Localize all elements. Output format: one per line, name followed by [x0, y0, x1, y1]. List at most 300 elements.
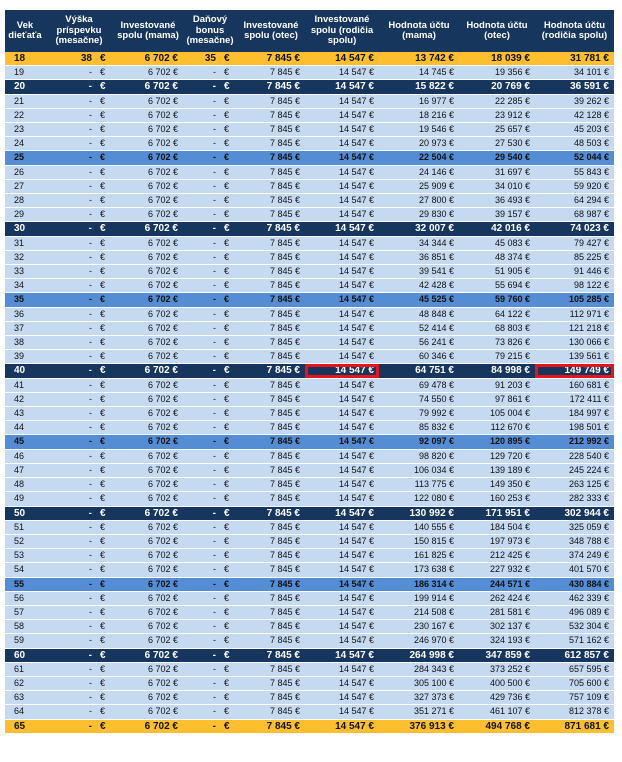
cell-tax-bonus-unit: €	[224, 450, 230, 461]
cell-age: 24	[5, 137, 45, 151]
cell-invested-mama: 6 702 €	[113, 591, 183, 605]
cell-contribution-unit: €	[100, 280, 106, 291]
cell-value-mama: 214 508 €	[379, 605, 459, 619]
cell-value-total: 401 570 €	[535, 563, 614, 577]
cell-value-mama: 327 373 €	[379, 691, 459, 705]
cell-value-total: 198 501 €	[535, 421, 614, 435]
cell-contribution	[45, 94, 113, 108]
cell-tax-bonus	[183, 137, 237, 151]
cell-invested-otec: 7 845 €	[237, 321, 305, 335]
cell-contribution-unit: €	[100, 209, 106, 220]
cell-contribution	[45, 208, 113, 222]
cell-tax-bonus-unit: €	[224, 138, 230, 149]
cell-contribution-value: -	[89, 166, 92, 177]
cell-value-mama: 85 832 €	[379, 421, 459, 435]
cell-invested-mama: 6 702 €	[113, 123, 183, 137]
cell-contribution-unit: €	[100, 464, 106, 475]
cell-tax-bonus-value: -	[213, 195, 216, 206]
cell-contribution-unit: €	[100, 237, 106, 248]
cell-tax-bonus-value: -	[212, 720, 216, 732]
cell-value-mama: 69 478 €	[379, 378, 459, 392]
cell-value-otec: 160 253 €	[459, 492, 535, 506]
cell-tax-bonus	[183, 378, 237, 392]
cell-tax-bonus-value: -	[212, 649, 216, 661]
cell-age: 48	[5, 478, 45, 492]
cell-invested-mama: 6 702 €	[113, 364, 183, 378]
cell-value-mama: 32 007 €	[379, 222, 459, 236]
table-row	[5, 208, 614, 222]
cell-invested-mama: 6 702 €	[113, 549, 183, 563]
cell-value-otec: 27 530 €	[459, 137, 535, 151]
table-header	[5, 10, 614, 52]
cell-age: 56	[5, 591, 45, 605]
cell-tax-bonus-unit: €	[224, 308, 230, 319]
cell-tax-bonus-unit: €	[224, 365, 230, 377]
cell-contribution	[45, 236, 113, 250]
cell-value-otec: 59 760 €	[459, 293, 535, 307]
cell-age: 54	[5, 563, 45, 577]
table-row	[5, 591, 614, 605]
cell-contribution-unit: €	[100, 379, 106, 390]
cell-value-total: 430 884 €	[535, 577, 614, 591]
cell-invested-total: 14 547 €	[305, 676, 379, 690]
cell-age: 64	[5, 705, 45, 719]
cell-tax-bonus	[183, 236, 237, 250]
cell-tax-bonus-value: -	[213, 621, 216, 632]
cell-value-total: 462 339 €	[535, 591, 614, 605]
cell-invested-mama: 6 702 €	[113, 293, 183, 307]
cell-value-mama: 92 097 €	[379, 435, 459, 449]
cell-contribution-value: -	[89, 606, 92, 617]
cell-invested-otec: 7 845 €	[237, 194, 305, 208]
cell-value-otec: 64 122 €	[459, 307, 535, 321]
cell-contribution-unit: €	[100, 535, 106, 546]
cell-contribution-unit: €	[100, 578, 106, 589]
cell-age: 21	[5, 94, 45, 108]
cell-contribution-value: -	[89, 351, 92, 362]
cell-tax-bonus-value: -	[213, 408, 216, 419]
cell-tax-bonus-unit: €	[224, 251, 230, 262]
table-row	[5, 378, 614, 392]
cell-tax-bonus-unit: €	[224, 351, 230, 362]
cell-value-total: 812 378 €	[535, 705, 614, 719]
cell-contribution-unit: €	[100, 422, 106, 433]
cell-value-mama: 113 775 €	[379, 478, 459, 492]
cell-contribution	[45, 293, 113, 307]
header-age: Vek dieťaťa	[5, 10, 45, 52]
cell-value-mama: 25 909 €	[379, 179, 459, 193]
cell-tax-bonus	[183, 66, 237, 80]
cell-invested-total: 14 547 €	[305, 705, 379, 719]
cell-tax-bonus-value: -	[213, 578, 216, 589]
cell-invested-otec: 7 845 €	[237, 449, 305, 463]
cell-invested-mama: 6 702 €	[113, 478, 183, 492]
cell-value-otec: 244 571 €	[459, 577, 535, 591]
cell-value-total: 42 128 €	[535, 108, 614, 122]
cell-value-total: 705 600 €	[535, 676, 614, 690]
cell-age: 57	[5, 605, 45, 619]
cell-value-otec: 79 215 €	[459, 350, 535, 364]
cell-value-otec: 171 951 €	[459, 506, 535, 520]
cell-tax-bonus-value: -	[213, 266, 216, 277]
cell-contribution-value: -	[89, 251, 92, 262]
cell-invested-total: 14 547 €	[305, 449, 379, 463]
cell-tax-bonus	[183, 407, 237, 421]
cell-value-mama: 305 100 €	[379, 676, 459, 690]
cell-invested-total: 14 547 €	[305, 307, 379, 321]
cell-tax-bonus	[183, 520, 237, 534]
cell-value-mama: 246 970 €	[379, 634, 459, 648]
cell-invested-mama: 6 702 €	[113, 648, 183, 662]
cell-invested-otec: 7 845 €	[237, 279, 305, 293]
cell-contribution	[45, 123, 113, 137]
cell-contribution-value: -	[89, 408, 92, 419]
cell-invested-total: 14 547 €	[305, 520, 379, 534]
cell-contribution-unit: €	[100, 550, 106, 561]
cell-invested-total: 14 547 €	[305, 108, 379, 122]
cell-tax-bonus-unit: €	[224, 479, 230, 490]
header-invested-otec: Investované spolu (otec)	[237, 10, 305, 52]
cell-value-mama: 42 428 €	[379, 279, 459, 293]
cell-contribution-unit: €	[100, 337, 106, 348]
cell-invested-otec: 7 845 €	[237, 66, 305, 80]
cell-value-otec: 400 500 €	[459, 676, 535, 690]
table-row	[5, 250, 614, 264]
cell-invested-mama: 6 702 €	[113, 634, 183, 648]
cell-invested-otec: 7 845 €	[237, 719, 305, 733]
cell-invested-total: 14 547 €	[305, 336, 379, 350]
cell-value-total: 130 066 €	[535, 336, 614, 350]
cell-contribution-unit: €	[100, 677, 106, 688]
table-row	[5, 392, 614, 406]
cell-tax-bonus	[183, 392, 237, 406]
cell-invested-total: 14 547 €	[305, 392, 379, 406]
header-contribution: Výška príspevku (mesačne)	[45, 10, 113, 52]
cell-invested-mama: 6 702 €	[113, 151, 183, 165]
cell-value-total: 374 249 €	[535, 549, 614, 563]
cell-tax-bonus-value: -	[213, 635, 216, 646]
cell-value-otec: 461 107 €	[459, 705, 535, 719]
cell-contribution-unit: €	[100, 180, 106, 191]
cell-tax-bonus	[183, 364, 237, 378]
cell-contribution-value: -	[89, 337, 92, 348]
cell-value-otec: 51 905 €	[459, 265, 535, 279]
cell-invested-mama: 6 702 €	[113, 463, 183, 477]
cell-value-mama: 19 546 €	[379, 123, 459, 137]
cell-invested-otec: 7 845 €	[237, 307, 305, 321]
cell-tax-bonus	[183, 620, 237, 634]
cell-value-otec: 97 861 €	[459, 392, 535, 406]
cell-tax-bonus-value: -	[213, 180, 216, 191]
header-value-mama: Hodnota účtu (mama)	[379, 10, 459, 52]
cell-value-total: 121 218 €	[535, 321, 614, 335]
cell-tax-bonus	[183, 478, 237, 492]
table-row	[5, 648, 614, 662]
table-row	[5, 449, 614, 463]
cell-contribution-unit: €	[100, 493, 106, 504]
table-row	[5, 80, 614, 94]
cell-value-mama: 15 822 €	[379, 80, 459, 94]
cell-tax-bonus-unit: €	[224, 606, 230, 617]
cell-contribution-unit: €	[100, 152, 106, 163]
cell-age: 37	[5, 321, 45, 335]
cell-contribution-value: -	[89, 464, 92, 475]
cell-contribution-value: -	[89, 379, 92, 390]
cell-tax-bonus-value: -	[212, 81, 216, 93]
cell-tax-bonus-unit: €	[224, 180, 230, 191]
cell-value-otec: 55 694 €	[459, 279, 535, 293]
cell-age: 35	[5, 293, 45, 307]
cell-invested-total-highlighted: 14 547 €	[305, 364, 379, 378]
cell-invested-otec: 7 845 €	[237, 492, 305, 506]
cell-value-mama: 64 751 €	[379, 364, 459, 378]
cell-invested-otec: 7 845 €	[237, 591, 305, 605]
cell-invested-otec: 7 845 €	[237, 676, 305, 690]
cell-contribution-value: -	[89, 322, 92, 333]
cell-value-mama: 18 216 €	[379, 108, 459, 122]
cell-contribution	[45, 435, 113, 449]
cell-invested-total: 14 547 €	[305, 577, 379, 591]
cell-invested-otec: 7 845 €	[237, 123, 305, 137]
table-row	[5, 151, 614, 165]
cell-contribution	[45, 392, 113, 406]
cell-contribution-unit: €	[100, 649, 106, 661]
cell-tax-bonus-value: -	[213, 464, 216, 475]
cell-value-otec: 149 350 €	[459, 478, 535, 492]
cell-contribution-value: -	[89, 663, 92, 674]
cell-value-total: 245 224 €	[535, 463, 614, 477]
cell-age: 46	[5, 449, 45, 463]
cell-invested-otec: 7 845 €	[237, 421, 305, 435]
cell-contribution-unit: €	[100, 663, 106, 674]
cell-tax-bonus-unit: €	[224, 379, 230, 390]
cell-tax-bonus-unit: €	[224, 223, 230, 235]
cell-tax-bonus-unit: €	[224, 621, 230, 632]
cell-contribution-unit: €	[100, 692, 106, 703]
cell-tax-bonus-unit: €	[224, 535, 230, 546]
cell-contribution	[45, 378, 113, 392]
cell-invested-otec: 7 845 €	[237, 94, 305, 108]
cell-tax-bonus-unit: €	[224, 592, 230, 603]
cell-contribution	[45, 350, 113, 364]
cell-age: 50	[5, 506, 45, 520]
cell-contribution-value: -	[89, 621, 92, 632]
cell-value-mama: 122 080 €	[379, 492, 459, 506]
cell-age: 63	[5, 691, 45, 705]
cell-tax-bonus-value: -	[213, 67, 216, 78]
cell-value-mama: 20 973 €	[379, 137, 459, 151]
cell-tax-bonus-unit: €	[224, 124, 230, 135]
cell-value-mama: 351 271 €	[379, 705, 459, 719]
cell-tax-bonus	[183, 80, 237, 94]
cell-invested-otec: 7 845 €	[237, 222, 305, 236]
cell-invested-total: 14 547 €	[305, 378, 379, 392]
cell-tax-bonus-unit: €	[224, 322, 230, 333]
cell-value-total: 79 427 €	[535, 236, 614, 250]
table-row	[5, 549, 614, 563]
cell-value-total: 757 109 €	[535, 691, 614, 705]
cell-value-mama: 173 638 €	[379, 563, 459, 577]
table-row	[5, 620, 614, 634]
cell-value-mama: 98 820 €	[379, 449, 459, 463]
cell-invested-mama: 6 702 €	[113, 577, 183, 591]
cell-invested-mama: 6 702 €	[113, 705, 183, 719]
cell-invested-mama: 6 702 €	[113, 378, 183, 392]
cell-invested-mama: 6 702 €	[113, 165, 183, 179]
cell-contribution-unit: €	[100, 393, 106, 404]
cell-contribution-value: -	[89, 237, 92, 248]
cell-tax-bonus-value: -	[213, 209, 216, 220]
cell-contribution	[45, 506, 113, 520]
cell-invested-otec: 7 845 €	[237, 662, 305, 676]
cell-value-mama: 150 815 €	[379, 534, 459, 548]
cell-invested-otec: 7 845 €	[237, 208, 305, 222]
cell-contribution-value: -	[89, 578, 92, 589]
cell-contribution	[45, 407, 113, 421]
cell-tax-bonus	[183, 421, 237, 435]
cell-invested-otec: 7 845 €	[237, 378, 305, 392]
cell-tax-bonus-value: -	[213, 677, 216, 688]
cell-age: 30	[5, 222, 45, 236]
cell-invested-otec: 7 845 €	[237, 620, 305, 634]
cell-invested-total: 14 547 €	[305, 321, 379, 335]
cell-contribution	[45, 662, 113, 676]
cell-contribution	[45, 108, 113, 122]
cell-tax-bonus	[183, 591, 237, 605]
cell-contribution-unit: €	[100, 592, 106, 603]
cell-contribution-unit: €	[100, 166, 106, 177]
cell-tax-bonus-value: -	[213, 450, 216, 461]
cell-value-total: 139 561 €	[535, 350, 614, 364]
cell-tax-bonus-unit: €	[224, 237, 230, 248]
cell-invested-mama: 6 702 €	[113, 265, 183, 279]
cell-value-total: 302 944 €	[535, 506, 614, 520]
cell-value-mama: 27 800 €	[379, 194, 459, 208]
cell-age: 28	[5, 194, 45, 208]
cell-contribution-value: -	[89, 95, 92, 106]
cell-invested-total: 14 547 €	[305, 691, 379, 705]
cell-tax-bonus-unit: €	[224, 166, 230, 177]
cell-invested-otec: 7 845 €	[237, 463, 305, 477]
cell-value-mama: 36 851 €	[379, 250, 459, 264]
cell-value-otec: 347 859 €	[459, 648, 535, 662]
cell-invested-otec: 7 845 €	[237, 549, 305, 563]
cell-value-otec: 281 581 €	[459, 605, 535, 619]
investment-table-container	[5, 10, 614, 734]
cell-tax-bonus-value: -	[212, 507, 216, 519]
cell-value-mama: 74 550 €	[379, 392, 459, 406]
cell-contribution	[45, 648, 113, 662]
cell-contribution-unit: €	[100, 138, 106, 149]
cell-age: 22	[5, 108, 45, 122]
cell-tax-bonus	[183, 435, 237, 449]
cell-invested-total: 14 547 €	[305, 279, 379, 293]
cell-contribution	[45, 520, 113, 534]
cell-contribution-value: -	[89, 195, 92, 206]
cell-value-mama: 140 555 €	[379, 520, 459, 534]
cell-tax-bonus-value: -	[213, 663, 216, 674]
cell-tax-bonus-unit: €	[224, 677, 230, 688]
cell-value-total: 45 203 €	[535, 123, 614, 137]
cell-tax-bonus	[183, 506, 237, 520]
cell-tax-bonus-value: -	[213, 706, 216, 717]
cell-value-total: 325 059 €	[535, 520, 614, 534]
table-row	[5, 719, 614, 733]
cell-contribution	[45, 534, 113, 548]
cell-invested-mama: 6 702 €	[113, 208, 183, 222]
cell-tax-bonus-value: -	[213, 251, 216, 262]
cell-contribution-unit: €	[100, 124, 106, 135]
cell-invested-total: 14 547 €	[305, 236, 379, 250]
cell-tax-bonus-value: -	[213, 237, 216, 248]
table-row	[5, 676, 614, 690]
cell-tax-bonus-unit: €	[224, 663, 230, 674]
cell-invested-total: 14 547 €	[305, 80, 379, 94]
cell-value-otec: 31 697 €	[459, 165, 535, 179]
cell-value-total: 612 857 €	[535, 648, 614, 662]
cell-contribution	[45, 634, 113, 648]
cell-tax-bonus-unit: €	[224, 493, 230, 504]
cell-tax-bonus-value: -	[213, 535, 216, 546]
cell-contribution-unit: €	[100, 436, 106, 447]
cell-tax-bonus	[183, 662, 237, 676]
cell-invested-total: 14 547 €	[305, 549, 379, 563]
cell-contribution-unit: €	[100, 564, 106, 575]
cell-invested-total: 14 547 €	[305, 492, 379, 506]
table-row	[5, 293, 614, 307]
cell-value-mama: 130 992 €	[379, 506, 459, 520]
cell-age: 59	[5, 634, 45, 648]
cell-age: 49	[5, 492, 45, 506]
cell-value-otec: 91 203 €	[459, 378, 535, 392]
cell-age: 33	[5, 265, 45, 279]
cell-contribution	[45, 549, 113, 563]
cell-tax-bonus-value: -	[213, 308, 216, 319]
cell-tax-bonus-unit: €	[224, 95, 230, 106]
cell-value-otec: 212 425 €	[459, 549, 535, 563]
cell-tax-bonus-unit: €	[224, 294, 230, 305]
cell-invested-total: 14 547 €	[305, 506, 379, 520]
cell-tax-bonus	[183, 279, 237, 293]
table-row	[5, 421, 614, 435]
table-row	[5, 520, 614, 534]
cell-value-mama: 79 992 €	[379, 407, 459, 421]
cell-value-otec: 197 973 €	[459, 534, 535, 548]
cell-invested-otec: 7 845 €	[237, 336, 305, 350]
cell-contribution	[45, 577, 113, 591]
cell-invested-total: 14 547 €	[305, 208, 379, 222]
cell-value-total: 871 681 €	[535, 719, 614, 733]
cell-value-mama: 161 825 €	[379, 549, 459, 563]
cell-tax-bonus	[183, 634, 237, 648]
cell-value-mama: 376 913 €	[379, 719, 459, 733]
table-row	[5, 123, 614, 137]
cell-age: 39	[5, 350, 45, 364]
cell-age: 44	[5, 421, 45, 435]
table-row	[5, 108, 614, 122]
table-row	[5, 137, 614, 151]
cell-invested-mama: 6 702 €	[113, 250, 183, 264]
cell-contribution-value: 38	[80, 53, 92, 64]
cell-age: 38	[5, 336, 45, 350]
cell-invested-mama: 6 702 €	[113, 421, 183, 435]
table-row	[5, 435, 614, 449]
cell-value-total: 657 595 €	[535, 662, 614, 676]
cell-contribution-unit: €	[100, 720, 106, 732]
cell-contribution	[45, 449, 113, 463]
cell-value-otec: 302 137 €	[459, 620, 535, 634]
cell-age: 31	[5, 236, 45, 250]
